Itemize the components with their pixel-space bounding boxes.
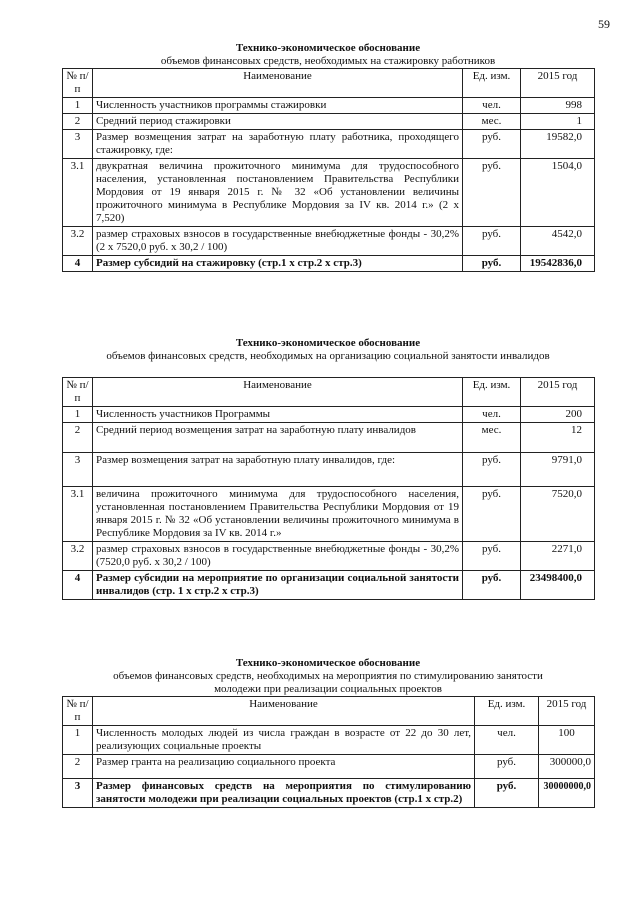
row-name: Численность молодых людей из числа граждан в возрасте от 22 до 30 лет, реализующих социальные проекты — [93, 726, 475, 755]
row-num: 4 — [63, 571, 93, 600]
row-name: Средний период стажировки — [93, 114, 463, 130]
table-row — [63, 130, 595, 159]
row-value: 9791,0 — [521, 453, 595, 487]
section-disabled-employment — [62, 337, 594, 600]
header-num: № п/п — [63, 697, 93, 726]
row-num: 3 — [63, 453, 93, 487]
section-title: Технико-экономическое обоснование — [235, 337, 421, 349]
row-num: 3.1 — [63, 487, 93, 542]
table-row — [63, 453, 595, 487]
header-unit: Ед. изм. — [463, 69, 521, 98]
total-row — [63, 571, 595, 600]
row-value: 200 — [521, 407, 595, 423]
row-value: 19582,0 — [521, 130, 595, 159]
header-num: № п/п — [63, 378, 93, 407]
section-subtitle: объемов финансовых средств, необходимых на мероприятия по стимулированию занятости молодежи при реализации социальных проектов — [113, 670, 543, 695]
row-name: двукратная величина прожиточного минимума для трудоспособного населения, установленная постановлением Правительства Республики Мордовия от 19 января 2015 г. № 32 «Об установлении величины прожиточного минимума в Республике Мордовия за IV кв. 2014 г.» (2 х 7,520) — [93, 159, 463, 227]
table-row — [63, 159, 595, 227]
row-name: Численность участников программы стажировки — [93, 98, 463, 114]
table-header — [63, 378, 595, 407]
row-value: 2271,0 — [521, 542, 595, 571]
row-num: 3 — [63, 779, 93, 808]
row-name: Размер возмещения затрат на заработную плату работника, проходящего стажировку, где: — [93, 130, 463, 159]
row-value: 300000,0 — [539, 755, 595, 779]
row-num: 3.2 — [63, 542, 93, 571]
row-num: 2 — [63, 114, 93, 130]
youth-employment-table — [62, 696, 595, 808]
row-num: 1 — [63, 98, 93, 114]
row-num: 3.1 — [63, 159, 93, 227]
internship-table — [62, 68, 595, 272]
row-name: размер страховых взносов в государственные внебюджетные фонды - 30,2% (2 х 7520,0 руб. х 30,2 / 100) — [93, 227, 463, 256]
row-unit: руб. — [463, 571, 521, 600]
row-name: Размер возмещения затрат на заработную плату инвалидов, где: — [93, 453, 463, 487]
row-unit: руб. — [475, 755, 539, 779]
row-unit: мес. — [463, 423, 521, 453]
row-value: 19542836,0 — [521, 256, 595, 272]
row-value: 4542,0 — [521, 227, 595, 256]
table-row — [63, 114, 595, 130]
section-subtitle: объемов финансовых средств, необходимых на организацию социальной занятости инвалидов — [106, 350, 550, 362]
row-num: 4 — [63, 256, 93, 272]
header-unit: Ед. изм. — [463, 378, 521, 407]
header-year: 2015 год — [521, 69, 595, 98]
section-subtitle: объемов финансовых средств, необходимых на стажировку работников — [160, 55, 496, 67]
table-row — [63, 227, 595, 256]
row-value: 1 — [521, 114, 595, 130]
row-value: 1504,0 — [521, 159, 595, 227]
row-value: 30000000,0 — [539, 779, 595, 808]
row-unit: чел. — [475, 726, 539, 755]
header-year: 2015 год — [539, 697, 595, 726]
row-unit: руб. — [463, 130, 521, 159]
row-unit: руб. — [463, 159, 521, 227]
table-header — [63, 69, 595, 98]
table-row — [63, 542, 595, 571]
table-row — [63, 98, 595, 114]
row-value: 7520,0 — [521, 487, 595, 542]
header-unit: Ед. изм. — [475, 697, 539, 726]
row-name: величина прожиточного минимума для трудоспособного населения, установленная постановлением Правительства Республики Мордовия от 19 января 2015 г. № 32 «Об установлении величины прожиточного минимума в Республике Мордовия за IV кв. 2014 г.» — [93, 487, 463, 542]
row-unit: руб. — [463, 542, 521, 571]
table-row — [63, 755, 595, 779]
table-row — [63, 487, 595, 542]
row-name: размер страховых взносов в государственные внебюджетные фонды - 30,2% (7520,0 руб. х 30,2 / 100) — [93, 542, 463, 571]
row-unit: руб. — [463, 487, 521, 542]
row-value: 998 — [521, 98, 595, 114]
header-num: № п/п — [63, 69, 93, 98]
table-row — [63, 423, 595, 453]
row-name: Размер гранта на реализацию социального проекта — [93, 755, 475, 779]
section-title: Технико-экономическое обоснование — [235, 42, 421, 54]
header-name: Наименование — [93, 378, 463, 407]
row-name: Численность участников Программы — [93, 407, 463, 423]
row-unit: руб. — [475, 779, 539, 808]
section-internship — [62, 42, 594, 272]
row-value: 23498400,0 — [521, 571, 595, 600]
section-title: Технико-экономическое обоснование — [235, 657, 421, 669]
row-num: 3 — [63, 130, 93, 159]
row-unit: чел. — [463, 407, 521, 423]
row-num: 3.2 — [63, 227, 93, 256]
total-row — [63, 256, 595, 272]
section-youth-employment — [62, 657, 594, 808]
row-num: 2 — [63, 755, 93, 779]
row-value: 100 — [539, 726, 595, 755]
row-unit: чел. — [463, 98, 521, 114]
page-number: 59 — [598, 17, 610, 31]
row-unit: руб. — [463, 227, 521, 256]
header-name: Наименование — [93, 697, 475, 726]
table-header — [63, 697, 595, 726]
row-name: Размер субсидий на стажировку (стр.1 х стр.2 х стр.3) — [93, 256, 463, 272]
row-unit: руб. — [463, 453, 521, 487]
total-row — [63, 779, 595, 808]
row-unit: мес. — [463, 114, 521, 130]
row-num: 1 — [63, 726, 93, 755]
row-num: 2 — [63, 423, 93, 453]
row-unit: руб. — [463, 256, 521, 272]
table-row — [63, 726, 595, 755]
header-year: 2015 год — [521, 378, 595, 407]
header-name: Наименование — [93, 69, 463, 98]
table-row — [63, 407, 595, 423]
row-value: 12 — [521, 423, 595, 453]
row-num: 1 — [63, 407, 93, 423]
row-name: Размер финансовых средств на мероприятия по стимулированию занятости молодежи при реализации социальных проектов (стр.1 х стр.2) — [93, 779, 475, 808]
row-name: Средний период возмещения затрат на заработную плату инвалидов — [93, 423, 463, 453]
disabled-employment-table — [62, 377, 595, 600]
row-name: Размер субсидии на мероприятие по организации социальной занятости инвалидов (стр. 1 х стр.2 х стр.3) — [93, 571, 463, 600]
